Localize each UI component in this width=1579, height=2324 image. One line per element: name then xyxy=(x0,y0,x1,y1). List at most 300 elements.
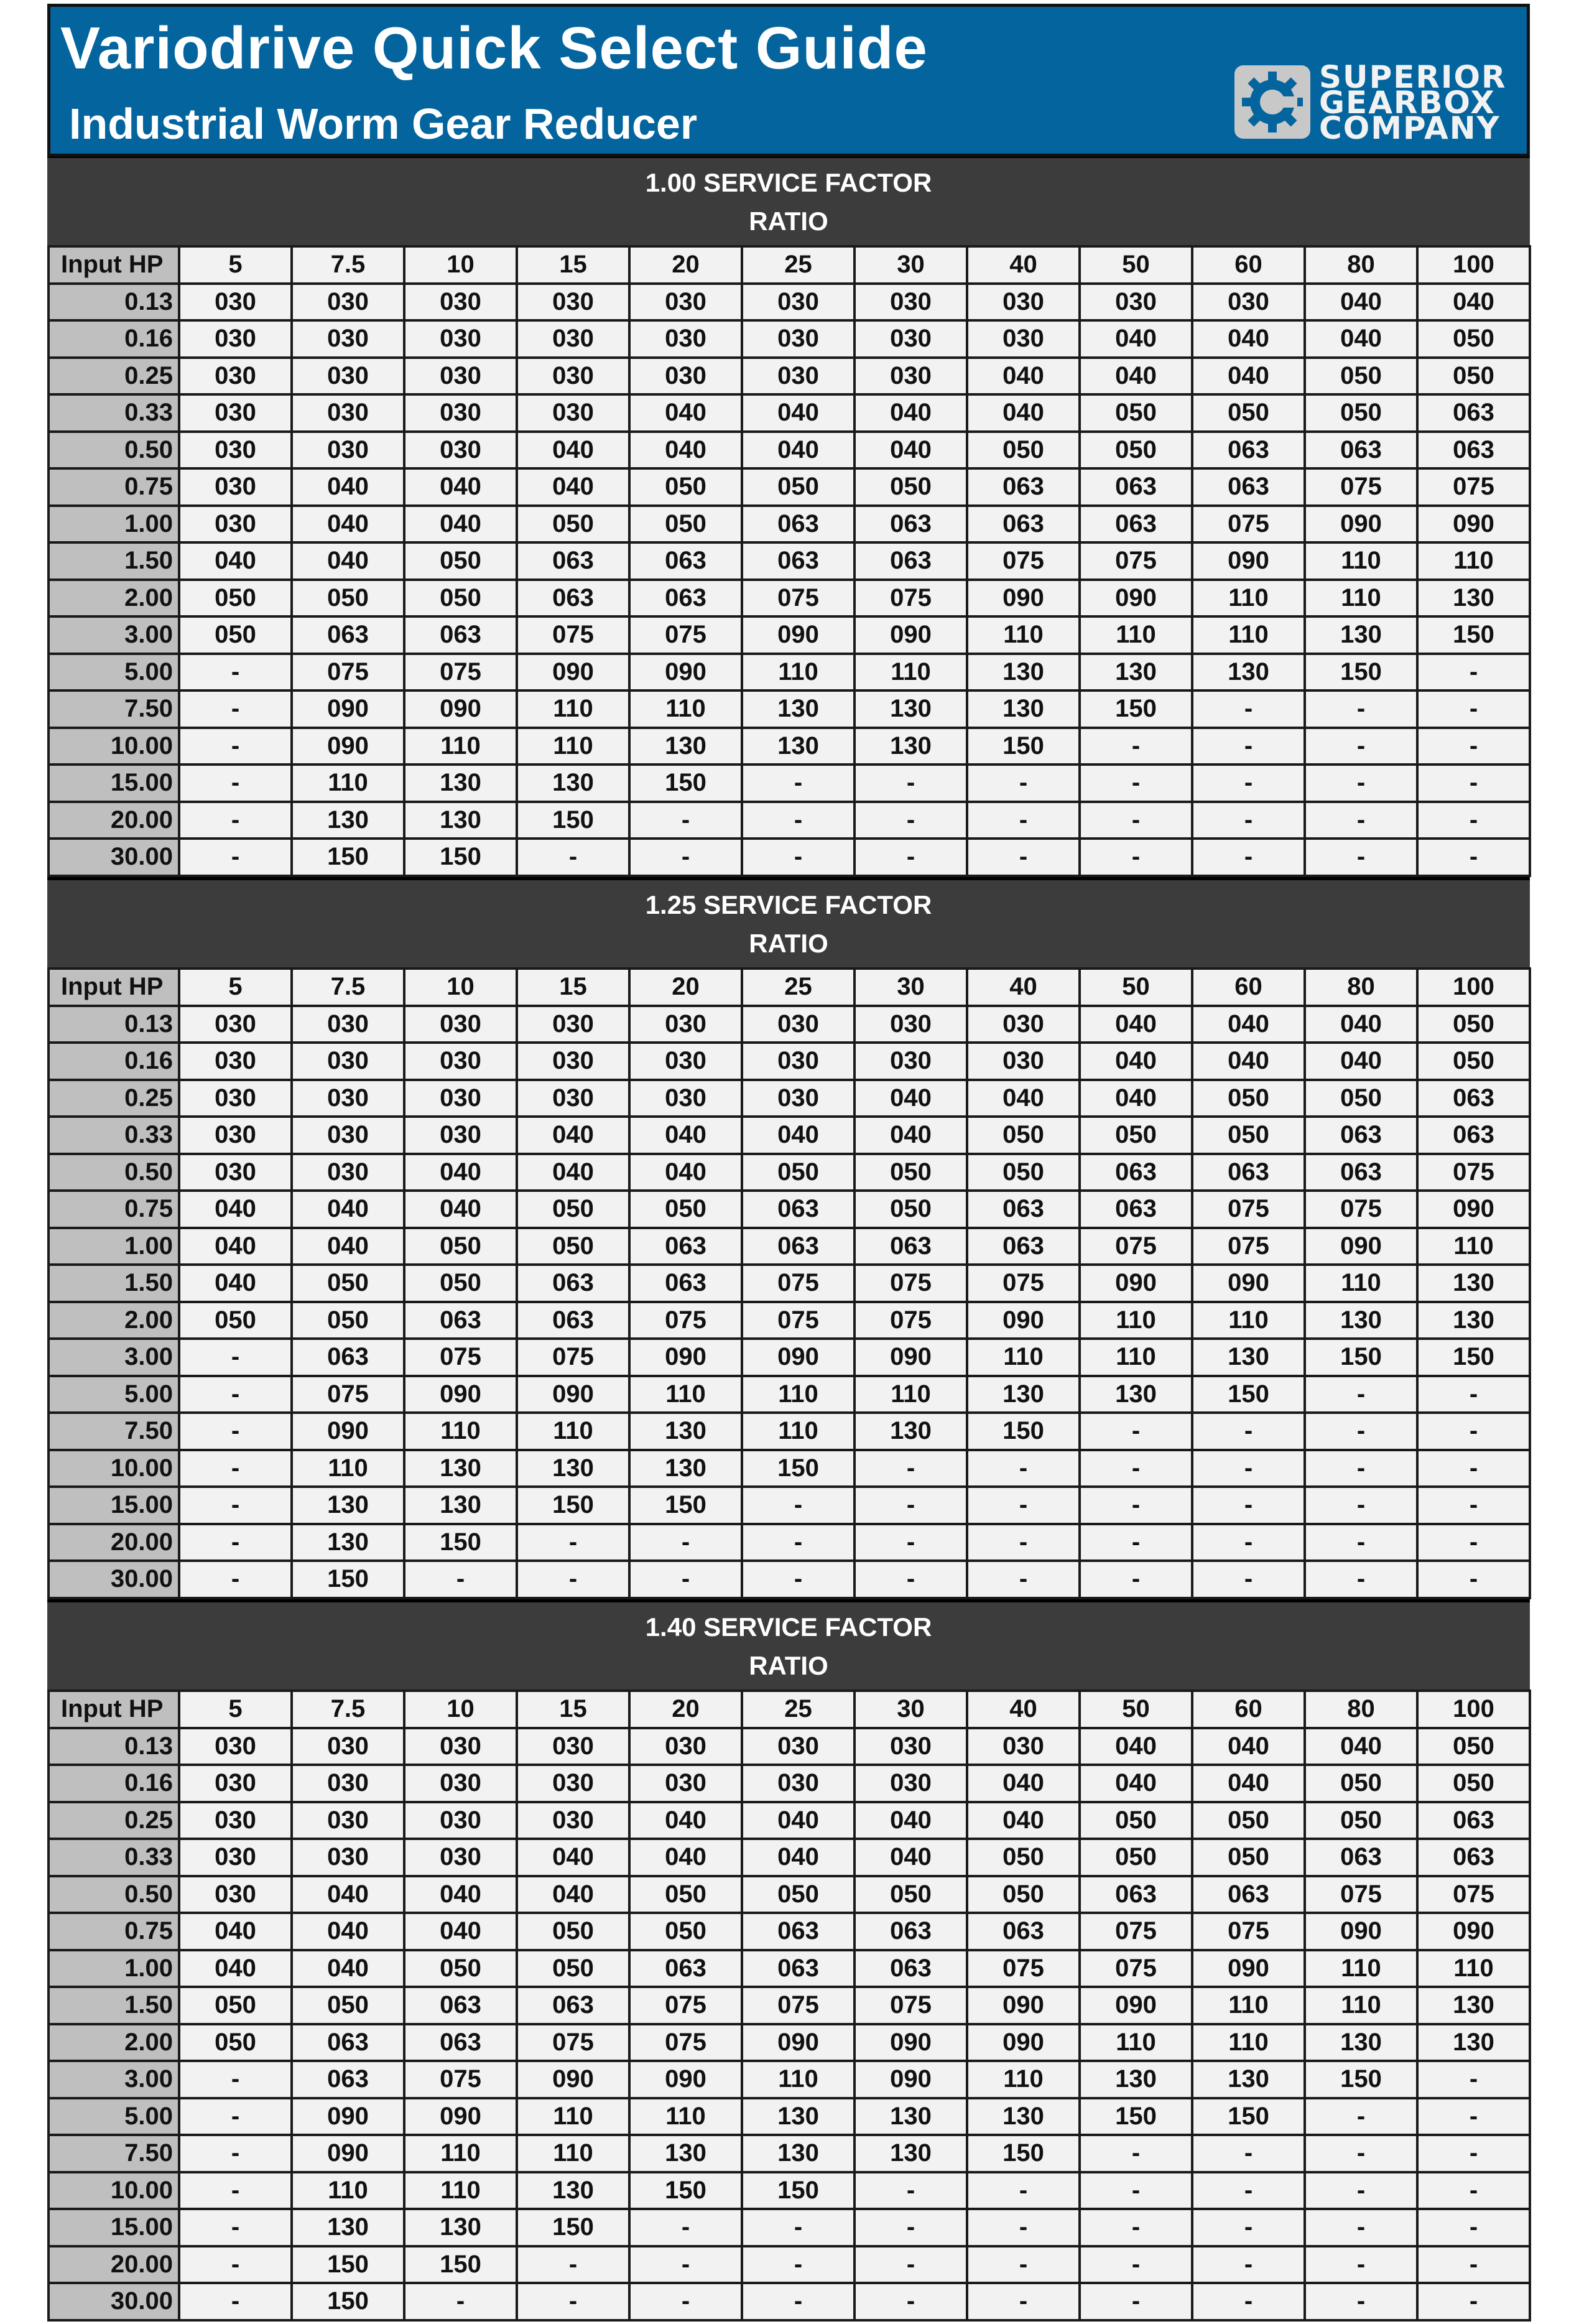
logo-line-1: SUPERIOR xyxy=(1319,59,1507,95)
gear-size-cell: 040 xyxy=(517,1154,629,1191)
gear-size-cell: 063 xyxy=(1080,1876,1192,1913)
input-hp-cell: 0.25 xyxy=(49,358,179,395)
input-hp-cell: 1.00 xyxy=(49,1950,179,1987)
gear-size-cell: 130 xyxy=(1417,1987,1530,2024)
gear-size-cell: 110 xyxy=(742,1413,854,1450)
table-row xyxy=(49,1302,1530,1339)
input-hp-cell: 0.33 xyxy=(49,394,179,432)
gear-size-cell: 090 xyxy=(967,580,1080,617)
gear-size-cell: 040 xyxy=(1305,1728,1417,1765)
gear-size-cell: 050 xyxy=(1080,432,1192,469)
gear-size-cell: 130 xyxy=(967,654,1080,691)
input-hp-cell: 0.50 xyxy=(49,1876,179,1913)
table-row xyxy=(49,1339,1530,1376)
gear-size-cell: 150 xyxy=(629,765,742,802)
gear-size-cell: 030 xyxy=(179,1043,292,1080)
ratio-header-cell: 15 xyxy=(517,1691,629,1728)
gear-size-cell: - xyxy=(179,690,292,728)
gear-size-cell: 030 xyxy=(292,1154,404,1191)
ratio-header-cell: 60 xyxy=(1192,969,1305,1006)
table-row xyxy=(49,1728,1530,1765)
gear-size-cell: - xyxy=(1080,2246,1192,2284)
gear-size-cell: 130 xyxy=(629,1450,742,1487)
gear-size-cell: - xyxy=(1305,2098,1417,2136)
gear-size-cell: 040 xyxy=(1192,1043,1305,1080)
gear-size-cell: - xyxy=(1417,2061,1530,2098)
gear-size-cell: 040 xyxy=(967,1765,1080,1802)
table-row xyxy=(49,2098,1530,2136)
gear-size-cell: - xyxy=(1305,690,1417,728)
gear-size-cell: 075 xyxy=(1305,468,1417,506)
gear-size-cell: 040 xyxy=(517,1876,629,1913)
gear-size-cell: 030 xyxy=(967,284,1080,321)
gear-size-cell: 050 xyxy=(404,1228,517,1265)
gear-size-cell: 110 xyxy=(292,2172,404,2210)
gear-size-cell: 030 xyxy=(967,1728,1080,1765)
gear-size-cell: - xyxy=(742,839,854,876)
gear-size-cell: 030 xyxy=(404,1043,517,1080)
gear-size-cell: - xyxy=(1305,2246,1417,2284)
gear-size-cell: 075 xyxy=(1192,1191,1305,1228)
gear-size-cell: 110 xyxy=(404,2172,517,2210)
gear-size-cell: 075 xyxy=(1080,1950,1192,1987)
gear-size-cell: 063 xyxy=(1080,506,1192,543)
gear-size-cell: 030 xyxy=(179,432,292,469)
gear-size-cell: - xyxy=(1417,839,1530,876)
gear-size-cell: 040 xyxy=(1192,320,1305,358)
gear-size-cell: 110 xyxy=(1305,580,1417,617)
gear-size-cell: 030 xyxy=(179,1765,292,1802)
gear-size-cell: 050 xyxy=(517,1913,629,1950)
gear-size-cell: 075 xyxy=(629,1987,742,2024)
input-hp-cell: 0.25 xyxy=(49,1802,179,1839)
gear-size-cell: 130 xyxy=(742,690,854,728)
input-hp-cell: 30.00 xyxy=(49,839,179,876)
gear-size-cell: 150 xyxy=(742,1450,854,1487)
quick-select-guide xyxy=(47,4,1530,2316)
gear-size-cell: - xyxy=(1080,2209,1192,2246)
ratio-header-cell: 25 xyxy=(742,1691,854,1728)
gear-size-cell: 030 xyxy=(742,358,854,395)
ratio-header-cell: 50 xyxy=(1080,1691,1192,1728)
gear-size-cell: - xyxy=(517,2283,629,2320)
gear-size-cell: - xyxy=(1192,1413,1305,1450)
gear-size-cell: 110 xyxy=(1080,2024,1192,2061)
gear-size-cell: 030 xyxy=(292,1765,404,1802)
gear-size-cell: 040 xyxy=(517,432,629,469)
gear-size-cell: 030 xyxy=(1192,284,1305,321)
gear-size-cell: 110 xyxy=(517,1413,629,1450)
gear-size-cell: 030 xyxy=(629,1728,742,1765)
input-hp-cell: 5.00 xyxy=(49,2098,179,2136)
table-row xyxy=(49,2209,1530,2246)
table-row xyxy=(49,542,1530,580)
gear-size-cell: 040 xyxy=(854,1080,967,1117)
gear-size-cell: 110 xyxy=(629,690,742,728)
ratio-header-cell: 100 xyxy=(1417,246,1530,284)
gear-size-cell: 040 xyxy=(742,1802,854,1839)
table-row xyxy=(49,1950,1530,1987)
gear-size-cell: 063 xyxy=(1192,468,1305,506)
gear-size-cell: - xyxy=(1192,802,1305,839)
gear-size-cell: 030 xyxy=(179,1006,292,1043)
gear-size-cell: 150 xyxy=(517,2209,629,2246)
gear-size-cell: 030 xyxy=(179,320,292,358)
service-factor-section xyxy=(47,158,1530,880)
gear-size-cell: 130 xyxy=(1305,1302,1417,1339)
ratio-header-cell: 7.5 xyxy=(292,246,404,284)
gear-size-cell: 130 xyxy=(1417,580,1530,617)
gear-size-cell: 075 xyxy=(292,654,404,691)
gear-size-cell: 030 xyxy=(404,1728,517,1765)
gear-size-cell: 063 xyxy=(517,1265,629,1302)
gear-size-cell: 130 xyxy=(854,690,967,728)
table-row xyxy=(49,1802,1530,1839)
gear-size-cell: 090 xyxy=(1192,542,1305,580)
gear-size-cell: 050 xyxy=(854,468,967,506)
ratio-header-cell: 20 xyxy=(629,969,742,1006)
gear-size-cell: 050 xyxy=(1417,320,1530,358)
gear-size-cell: - xyxy=(1080,2135,1192,2172)
gear-size-cell: 063 xyxy=(1417,1839,1530,1876)
gear-size-cell: 040 xyxy=(1192,358,1305,395)
gear-size-cell: 150 xyxy=(292,839,404,876)
gear-size-cell: 063 xyxy=(517,1987,629,2024)
gear-size-cell: 110 xyxy=(967,2061,1080,2098)
gear-size-cell: 150 xyxy=(1192,2098,1305,2136)
gear-size-cell: 050 xyxy=(1417,1765,1530,1802)
input-hp-header: Input HP xyxy=(49,969,179,1006)
gear-size-cell: 110 xyxy=(1305,1987,1417,2024)
gear-size-cell: - xyxy=(1192,1450,1305,1487)
gear-size-cell: 075 xyxy=(517,1339,629,1376)
gear-size-cell: 040 xyxy=(629,1839,742,1876)
gear-size-cell: 050 xyxy=(179,616,292,654)
gear-size-cell: 075 xyxy=(854,1987,967,2024)
gear-size-cell: 050 xyxy=(517,1191,629,1228)
input-hp-cell: 0.13 xyxy=(49,1006,179,1043)
gear-size-cell: 050 xyxy=(1192,1117,1305,1154)
gear-size-cell: - xyxy=(179,654,292,691)
input-hp-cell: 1.00 xyxy=(49,506,179,543)
input-hp-cell: 2.00 xyxy=(49,1302,179,1339)
gear-size-cell: 040 xyxy=(179,1228,292,1265)
gear-size-cell: 075 xyxy=(1417,468,1530,506)
ratio-header-row xyxy=(49,969,1530,1006)
gear-size-cell: - xyxy=(742,2209,854,2246)
gear-size-cell: - xyxy=(854,2209,967,2246)
input-hp-cell: 2.00 xyxy=(49,580,179,617)
input-hp-cell: 5.00 xyxy=(49,1376,179,1413)
ratio-header-cell: 40 xyxy=(967,969,1080,1006)
gear-size-cell: 040 xyxy=(629,394,742,432)
gear-size-cell: 040 xyxy=(854,394,967,432)
gear-size-cell: 130 xyxy=(1192,654,1305,691)
gear-size-cell: 030 xyxy=(404,394,517,432)
gear-size-cell: 110 xyxy=(967,1339,1080,1376)
gear-size-cell: 063 xyxy=(1417,1117,1530,1154)
company-logo xyxy=(1232,59,1512,146)
table-row xyxy=(49,1876,1530,1913)
gear-size-cell: - xyxy=(967,839,1080,876)
gear-size-cell: 090 xyxy=(1417,1191,1530,1228)
table-row xyxy=(49,1191,1530,1228)
gear-size-cell: 030 xyxy=(292,1802,404,1839)
gear-size-cell: 090 xyxy=(404,690,517,728)
input-hp-cell: 7.50 xyxy=(49,690,179,728)
gear-size-cell: 075 xyxy=(517,2024,629,2061)
gear-size-cell: 030 xyxy=(179,1839,292,1876)
service-factor-section xyxy=(47,1602,1530,2324)
gear-size-cell: 030 xyxy=(179,506,292,543)
section-header xyxy=(47,1602,1530,1690)
gear-size-cell: 150 xyxy=(1080,690,1192,728)
gear-size-cell: - xyxy=(629,2209,742,2246)
gear-size-cell: 075 xyxy=(1080,1228,1192,1265)
gear-size-cell: 130 xyxy=(292,802,404,839)
input-hp-cell: 3.00 xyxy=(49,2061,179,2098)
ratio-header-cell: 60 xyxy=(1192,1691,1305,1728)
gear-size-cell: 150 xyxy=(404,839,517,876)
table-row xyxy=(49,2135,1530,2172)
input-hp-cell: 0.16 xyxy=(49,1043,179,1080)
gear-size-cell: 130 xyxy=(1417,1302,1530,1339)
ratio-header-cell: 7.5 xyxy=(292,1691,404,1728)
gear-size-cell: 050 xyxy=(1080,394,1192,432)
gear-size-cell: - xyxy=(1417,802,1530,839)
table-row xyxy=(49,1839,1530,1876)
gear-size-cell: 040 xyxy=(967,1802,1080,1839)
logo-line-2: GEARBOX xyxy=(1319,85,1496,121)
gear-size-cell: - xyxy=(1192,765,1305,802)
gear-size-cell: 063 xyxy=(1417,432,1530,469)
gear-size-cell: 110 xyxy=(517,2098,629,2136)
gear-size-cell: 030 xyxy=(179,284,292,321)
gear-size-cell: - xyxy=(854,1487,967,1524)
gear-size-cell: 030 xyxy=(742,320,854,358)
service-factor-section xyxy=(47,880,1530,1602)
gear-size-cell: 030 xyxy=(854,1006,967,1043)
gear-size-cell: - xyxy=(1417,2098,1530,2136)
gear-size-cell: - xyxy=(1305,1561,1417,1598)
table-row xyxy=(49,2172,1530,2210)
gear-size-cell: 063 xyxy=(742,1913,854,1950)
input-hp-cell: 15.00 xyxy=(49,2209,179,2246)
gear-size-cell: - xyxy=(517,839,629,876)
gear-size-cell: 040 xyxy=(742,1839,854,1876)
gear-size-cell: 130 xyxy=(292,2209,404,2246)
gear-size-cell: 030 xyxy=(854,1043,967,1080)
input-hp-header: Input HP xyxy=(49,246,179,284)
gear-size-cell: 063 xyxy=(517,580,629,617)
ratio-header-cell: 25 xyxy=(742,246,854,284)
gear-size-cell: - xyxy=(179,2246,292,2284)
table-row xyxy=(49,432,1530,469)
gear-size-cell: 130 xyxy=(854,1413,967,1450)
gear-size-cell: - xyxy=(179,765,292,802)
gear-size-cell: - xyxy=(179,1376,292,1413)
gear-size-cell: 075 xyxy=(404,654,517,691)
gear-size-cell: 063 xyxy=(1192,432,1305,469)
input-hp-cell: 7.50 xyxy=(49,1413,179,1450)
gear-size-cell: 110 xyxy=(854,654,967,691)
gear-size-cell: 063 xyxy=(854,1913,967,1950)
gear-size-cell: 075 xyxy=(1080,1913,1192,1950)
gear-size-cell: 040 xyxy=(1080,358,1192,395)
gear-size-cell: 063 xyxy=(1417,1080,1530,1117)
ratio-header-cell: 5 xyxy=(179,1691,292,1728)
table-row xyxy=(49,1987,1530,2024)
gear-size-cell: 150 xyxy=(404,1524,517,1561)
gear-size-cell: 040 xyxy=(854,432,967,469)
gear-size-cell: - xyxy=(1305,839,1417,876)
gear-size-cell: 063 xyxy=(292,616,404,654)
ratio-header-cell: 10 xyxy=(404,246,517,284)
gear-size-cell: 063 xyxy=(742,1950,854,1987)
input-hp-cell: 3.00 xyxy=(49,616,179,654)
gear-size-cell: 063 xyxy=(1192,1876,1305,1913)
gear-size-cell: 063 xyxy=(967,468,1080,506)
gear-size-cell: - xyxy=(854,2283,967,2320)
ratio-header-cell: 30 xyxy=(854,246,967,284)
gear-size-cell: 075 xyxy=(1192,506,1305,543)
table-row xyxy=(49,2024,1530,2061)
gear-size-cell: 040 xyxy=(404,1876,517,1913)
gear-size-cell: - xyxy=(629,1524,742,1561)
gear-size-cell: 130 xyxy=(404,765,517,802)
table-row xyxy=(49,765,1530,802)
table-row xyxy=(49,284,1530,321)
gear-size-cell: - xyxy=(629,802,742,839)
gear-size-cell: 030 xyxy=(517,394,629,432)
input-hp-cell: 0.50 xyxy=(49,1154,179,1191)
gear-size-cell: - xyxy=(1305,765,1417,802)
gear-size-cell: - xyxy=(967,1450,1080,1487)
gear-size-cell: 090 xyxy=(629,1339,742,1376)
gear-size-cell: 030 xyxy=(742,1006,854,1043)
input-hp-cell: 30.00 xyxy=(49,2283,179,2320)
table-row xyxy=(49,1524,1530,1561)
gear-size-cell: 075 xyxy=(967,542,1080,580)
gear-size-cell: 150 xyxy=(1305,1339,1417,1376)
gear-size-cell: 050 xyxy=(854,1876,967,1913)
gear-size-cell: 090 xyxy=(1305,1228,1417,1265)
gear-size-cell: - xyxy=(742,802,854,839)
gear-size-cell: - xyxy=(1305,2283,1417,2320)
gear-size-cell: 040 xyxy=(179,542,292,580)
gear-size-cell: 030 xyxy=(404,320,517,358)
gear-size-cell: - xyxy=(179,1524,292,1561)
table-row xyxy=(49,1450,1530,1487)
gear-size-cell: 110 xyxy=(292,765,404,802)
gear-size-cell: 040 xyxy=(1080,1043,1192,1080)
gear-size-cell: 130 xyxy=(404,2209,517,2246)
gear-size-cell: 030 xyxy=(179,1728,292,1765)
table-row xyxy=(49,1006,1530,1043)
gear-size-cell: - xyxy=(1305,1450,1417,1487)
gear-size-cell: - xyxy=(404,1561,517,1598)
table-row xyxy=(49,1765,1530,1802)
gear-size-cell: 110 xyxy=(404,728,517,765)
gear-size-cell: 130 xyxy=(517,765,629,802)
gear-size-cell: 130 xyxy=(629,1413,742,1450)
table-row xyxy=(49,728,1530,765)
gear-size-cell: - xyxy=(1417,2283,1530,2320)
gear-size-cell: 040 xyxy=(1192,1728,1305,1765)
gear-size-cell: 130 xyxy=(404,1450,517,1487)
gear-size-cell: 030 xyxy=(517,1765,629,1802)
gear-size-cell: 110 xyxy=(1192,616,1305,654)
gear-size-cell: 130 xyxy=(1192,1339,1305,1376)
gear-size-cell: 090 xyxy=(967,1987,1080,2024)
gear-size-cell: 063 xyxy=(1417,394,1530,432)
gear-size-cell: 075 xyxy=(629,616,742,654)
gear-size-cell: 050 xyxy=(404,1950,517,1987)
gear-size-cell: 040 xyxy=(517,1117,629,1154)
gear-size-cell: 090 xyxy=(967,1302,1080,1339)
gear-size-cell: 110 xyxy=(742,654,854,691)
gear-size-cell: 050 xyxy=(179,1987,292,2024)
gear-size-cell: 130 xyxy=(854,2098,967,2136)
gear-size-cell: - xyxy=(1417,728,1530,765)
gear-size-cell: 030 xyxy=(292,1728,404,1765)
gear-size-cell: 050 xyxy=(179,1302,292,1339)
gear-size-cell: 063 xyxy=(404,2024,517,2061)
gear-size-cell: 090 xyxy=(517,654,629,691)
ratio-header-cell: 80 xyxy=(1305,969,1417,1006)
gear-size-cell: 040 xyxy=(292,1913,404,1950)
gear-size-cell: 030 xyxy=(179,1876,292,1913)
gear-size-cell: - xyxy=(179,1561,292,1598)
gear-size-cell: 110 xyxy=(1305,542,1417,580)
gear-size-cell: 130 xyxy=(854,728,967,765)
gear-size-cell: 090 xyxy=(854,1339,967,1376)
gear-size-cell: 150 xyxy=(292,1561,404,1598)
input-hp-cell: 0.33 xyxy=(49,1117,179,1154)
gear-size-cell: 030 xyxy=(292,394,404,432)
gear-size-cell: 063 xyxy=(292,1339,404,1376)
gear-size-cell: 150 xyxy=(517,802,629,839)
table-row xyxy=(49,802,1530,839)
gear-size-cell: 040 xyxy=(742,432,854,469)
table-row xyxy=(49,1228,1530,1265)
gear-size-cell: - xyxy=(1417,765,1530,802)
gear-size-cell: - xyxy=(1080,1561,1192,1598)
gear-size-cell: 075 xyxy=(1192,1913,1305,1950)
gear-size-cell: 050 xyxy=(967,432,1080,469)
input-hp-cell: 0.13 xyxy=(49,1728,179,1765)
table-row xyxy=(49,1265,1530,1302)
ratio-header-cell: 15 xyxy=(517,969,629,1006)
gear-size-cell: 110 xyxy=(742,1376,854,1413)
gear-size-cell: 063 xyxy=(1305,1154,1417,1191)
gear-size-cell: 040 xyxy=(292,1950,404,1987)
gear-size-cell: - xyxy=(967,765,1080,802)
gear-size-cell: - xyxy=(967,2246,1080,2284)
gear-size-cell: 050 xyxy=(1417,1728,1530,1765)
gear-size-cell: 075 xyxy=(1417,1154,1530,1191)
gear-size-cell: 130 xyxy=(1192,2061,1305,2098)
gear-size-cell: - xyxy=(967,1561,1080,1598)
ratio-header-cell: 80 xyxy=(1305,246,1417,284)
gear-size-cell: 110 xyxy=(1417,542,1530,580)
gear-size-cell: 063 xyxy=(967,506,1080,543)
gear-size-cell: 050 xyxy=(292,580,404,617)
gear-size-cell: 050 xyxy=(517,506,629,543)
gear-size-cell: 050 xyxy=(292,1265,404,1302)
ratio-header-cell: 10 xyxy=(404,969,517,1006)
gear-size-cell: 130 xyxy=(742,2135,854,2172)
